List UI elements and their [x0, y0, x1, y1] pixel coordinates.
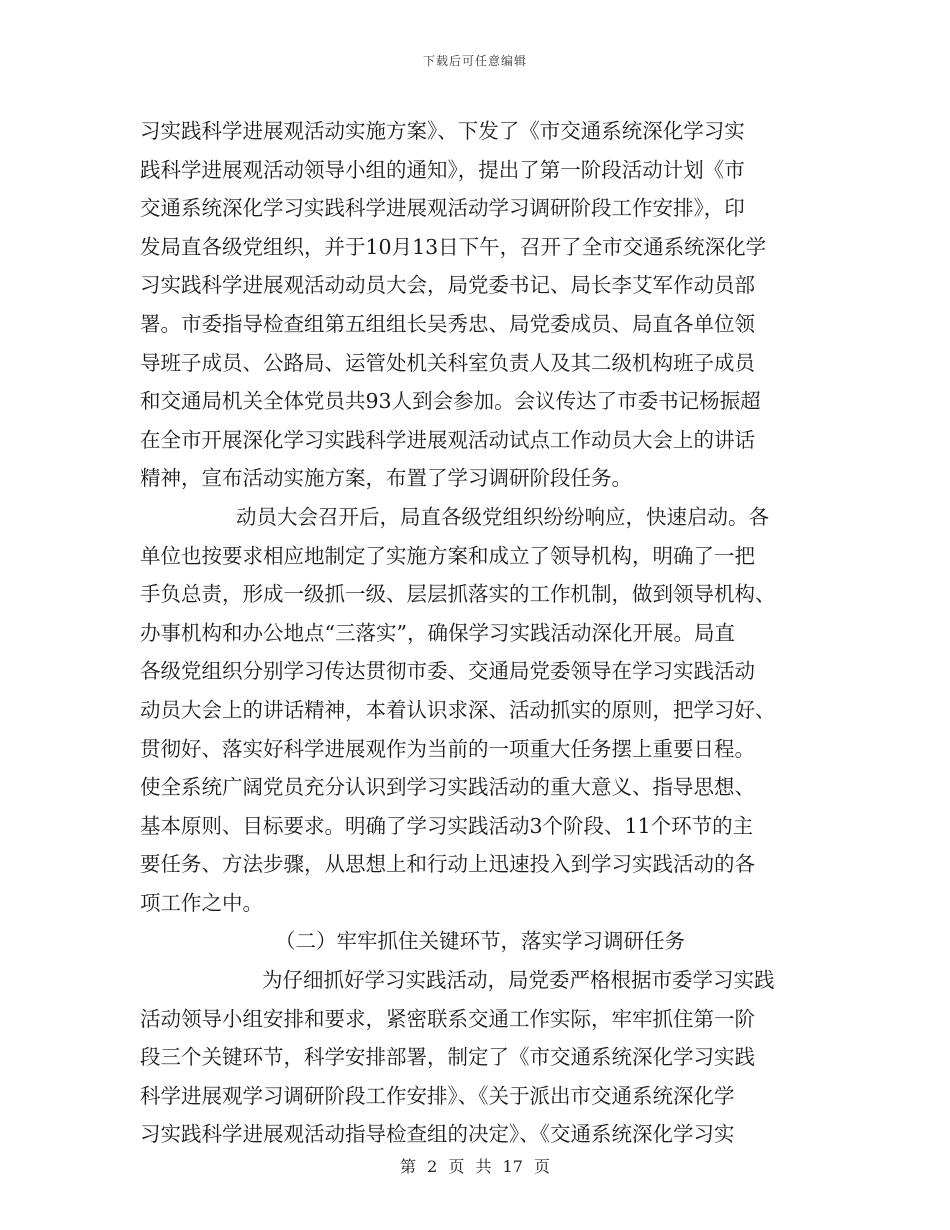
- text-line: 段三个关键环节，科学安排部署，制定了《市交通系统深化学习实践: [140, 1045, 755, 1070]
- text-line: 发局直各级党组织，并于10月13日下午，召开了全市交通系统深化学: [140, 234, 767, 259]
- text-line: 手负总责，形成一级抓一级、层层抓落实的工作机制，做到领导机构、: [140, 582, 776, 607]
- text-line: 在全市开展深化学习实践科学进展观活动试点工作动员大会上的讲话: [140, 427, 755, 452]
- text-line: 为仔细抓好学习实践活动，局党委严格根据市委学习实践: [262, 968, 775, 993]
- text-line: 项工作之中。: [140, 890, 263, 915]
- text-line: 要任务、方法步骤，从思想上和行动上迅速投入到学习实践活动的各: [140, 852, 755, 877]
- text-line: 科学进展观学习调研阶段工作安排》、《关于派出市交通系统深化学: [140, 1083, 735, 1108]
- text-line: 各级党组织分别学习传达贯彻市委、交通局党委领导在学习实践活动: [140, 659, 755, 684]
- page-footer: 第 2 页 共 17 页: [400, 1157, 550, 1176]
- section-heading: （二）牢牢抓住关键环节，落实学习调研任务: [275, 929, 685, 954]
- paragraph-mobilization: [140, 498, 820, 923]
- text-line: 使全系统广阔党员充分认识到学习实践活动的重大意义、指导思想、: [140, 775, 755, 800]
- text-line: 动员大会召开后，局直各级党组织纷纷响应，快速启动。各: [236, 504, 769, 529]
- text-line: 和交通局机关全体党员共93人到会参加。会议传达了市委书记杨振超: [140, 389, 761, 414]
- text-line: 基本原则、目标要求。明确了学习实践活动3个阶段、11个环节的主: [140, 813, 754, 838]
- text-line: 活动领导小组安排和要求，紧密联系交通工作实际，牢牢抓住第一阶: [140, 1006, 755, 1031]
- paragraph-continuation: [140, 112, 820, 498]
- document-body: [140, 112, 820, 1154]
- text-line: 导班子成员、公路局、运管处机关科室负责人及其二级机构班子成员: [140, 350, 755, 375]
- text-line: 习实践科学进展观活动动员大会，局党委书记、局长李艾军作动员部: [140, 273, 755, 298]
- text-line: 署。市委指导检查组第五组组长吴秀忠、局党委成员、局直各单位领: [140, 311, 755, 336]
- page-header: 下载后可任意编辑: [422, 54, 527, 68]
- text-line: 精神，宣布活动实施方案，布置了学习调研阶段任务。: [140, 466, 632, 491]
- text-line: 习实践科学进展观活动实施方案》、下发了《市交通系统深化学习实: [140, 119, 745, 143]
- text-line: 贯彻好、落实好科学进展观作为当前的一项重大任务摆上重要日程。: [140, 736, 755, 761]
- text-line: 办事机构和办公地点“三落实”，确保学习实践活动深化开展。局直: [140, 620, 735, 645]
- text-line: 习实践科学进展观活动指导检查组的决定》、《交通系统深化学习实: [140, 1122, 735, 1147]
- paragraph-key-links: [140, 961, 820, 1154]
- text-line: 单位也按要求相应地制定了实施方案和成立了领导机构，明确了一把: [140, 543, 755, 568]
- text-line: 动员大会上的讲话精神，本着认识求深、活动抓实的原则，把学习好、: [140, 697, 776, 722]
- text-line: 交通系统深化学习实践科学进展观活动学习调研阶段工作安排》，印: [140, 196, 745, 221]
- text-line: 践科学进展观活动领导小组的通知》，提出了第一阶段活动计划《市: [140, 157, 745, 182]
